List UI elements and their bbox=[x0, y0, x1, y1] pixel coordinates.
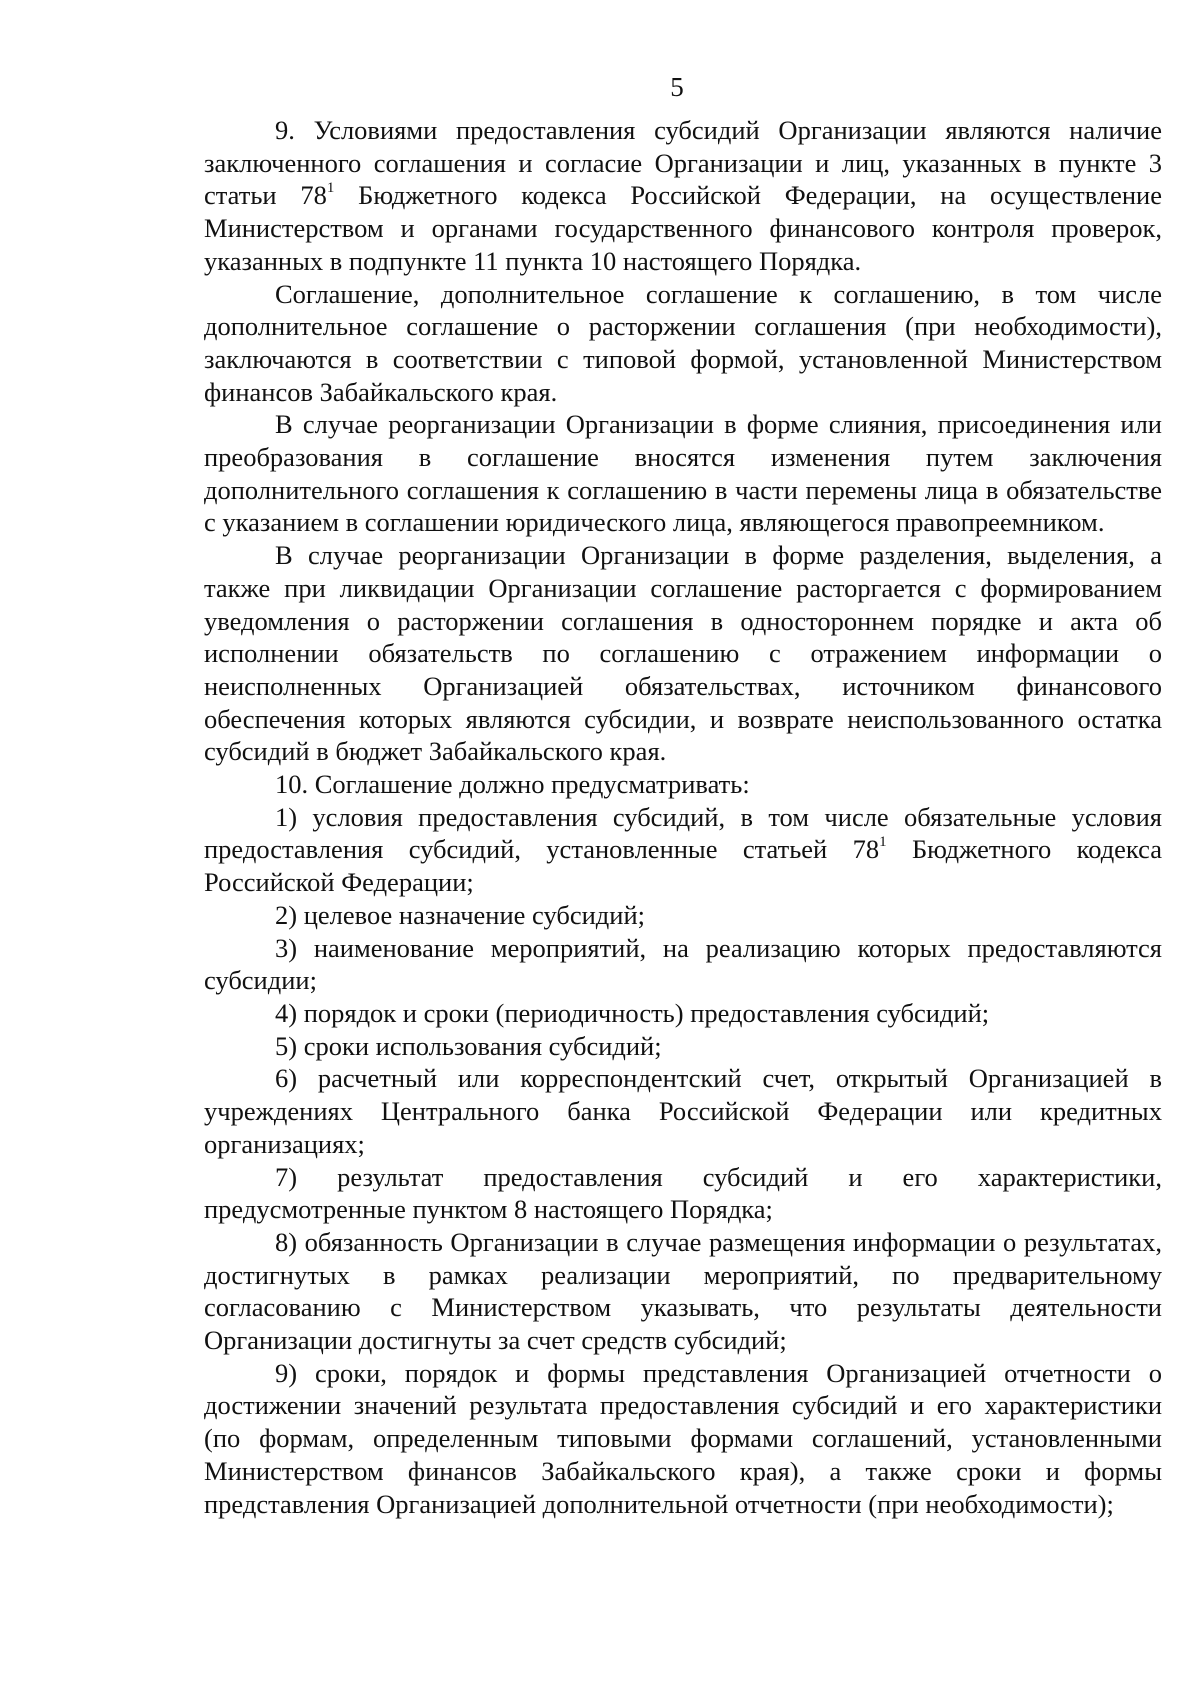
list-item-6: 6) расчетный или корреспондентский счет, открытый Организацией в учреждениях Центрального банка Российской Федерации или кредитных организациях; bbox=[204, 1063, 1162, 1159]
list-item-7: 7) результат предоставления субсидий и его характеристики, предусмотренные пунктом 8 настоящего Порядка; bbox=[204, 1161, 1162, 1225]
superscript: 1 bbox=[326, 179, 335, 196]
list-item-8: 8) обязанность Организации в случае размещения информации о результатах, достигнутых в рамках реализации мероприятий, по предварительному согласованию с Министерством указывать, что результаты деятельности Организации достигнуты за счет средств субсидий; bbox=[204, 1226, 1162, 1356]
paragraph-9-conditions: 9. Условиями предоставления субсидий Организации являются наличие заключенного соглашения и согласие Организации и лиц, указанных в пункте 3 статьи $78^1$ Бюджетного кодекса Российской Федерации, на осуществление Министерством и органами государственного финансового контроля проверок, указанных в подпункте 11 пункта 10 настоящего Порядка. bbox=[204, 115, 1162, 276]
paragraph-agreement-form: Соглашение, дополнительное соглашение к соглашению, в том числе дополнительное соглашение о расторжении соглашения (при необходимости), заключаются в соответствии с типовой формой, установленной Министерством финансов Забайкальского края. bbox=[204, 278, 1162, 407]
document-body bbox=[204, 114, 1162, 1520]
list-item-1: 1) условия предоставления субсидий, в том числе обязательные условия предоставления субсидий, установленные статьей $78^1$ Бюджетного кодекса Российской Федерации; bbox=[204, 801, 1162, 898]
paragraph-reorganization-merger: В случае реорганизации Организации в форме слияния, присоединения или преобразования в соглашение вносятся изменения путем заключения дополнительного соглашения к соглашению в части перемены лица в обязательстве с указанием в соглашении юридического лица, являющегося правопреемником. bbox=[204, 409, 1162, 538]
superscript: 1 bbox=[879, 833, 887, 850]
paragraph-reorganization-division: В случае реорганизации Организации в форме разделения, выделения, а также при ликвидации Организации соглашение расторгается с формированием уведомления о расторжении соглашения в одностороннем порядке и акта об исполнении обязательств по соглашению с отражением информации о неисполненных Организацией обязательствах, источником финансового обеспечения которых являются субсидии, и возврате неиспользованного остатка субсидий в бюджет Забайкальского края. bbox=[204, 540, 1162, 767]
list-item-2: 2) целевое назначение субсидий; bbox=[275, 899, 646, 930]
list-item-9: 9) сроки, порядок и формы представления Организацией отчетности о достижении значений результата предоставления субсидий и его характеристики (по формам, определенным типовыми формами соглашений, установленными Министерством финансов Забайкальского края), а также сроки и формы представления Организацией дополнительной отчетности (при необходимости); bbox=[204, 1357, 1162, 1519]
list-item-5: 5) сроки использования субсидий; bbox=[275, 1030, 662, 1061]
list-item-4: 4) порядок и сроки (периодичность) предоставления субсидий; bbox=[275, 997, 990, 1028]
paragraph-10-heading: 10. Соглашение должно предусматривать: bbox=[275, 769, 750, 800]
page-number: 5 bbox=[670, 72, 684, 102]
list-item-3: 3) наименование мероприятий, на реализацию которых предоставляются субсидии; bbox=[204, 932, 1162, 996]
